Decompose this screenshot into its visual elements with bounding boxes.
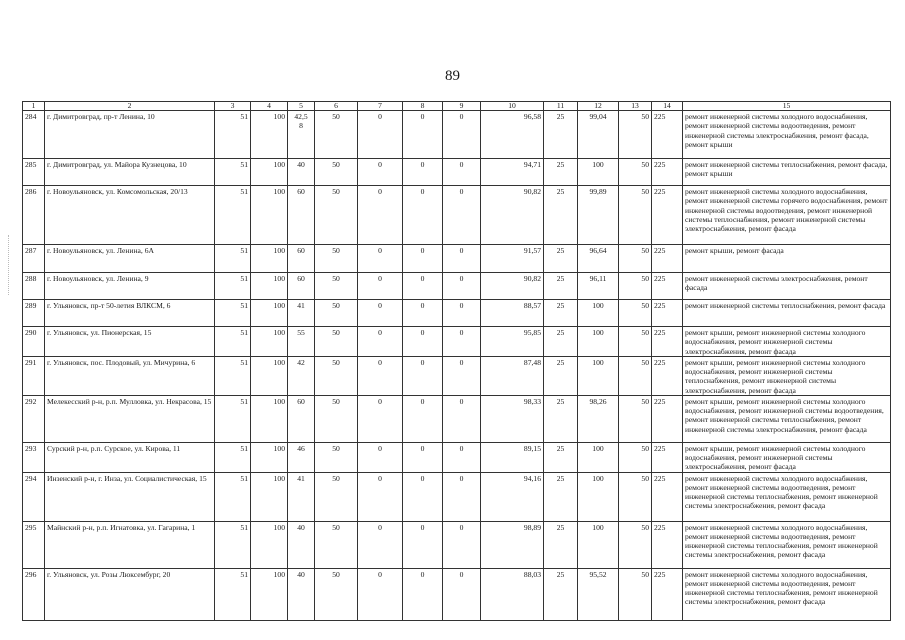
value-cell-7: 0 (358, 245, 403, 273)
value-cell-11: 25 (544, 327, 578, 357)
value-cell-12: 99,89 (578, 186, 619, 245)
address-cell: Сурский р-н, р.п. Сурское, ул. Кирова, 11 (45, 442, 215, 472)
row-number: 292 (23, 395, 45, 442)
address-cell: г. Новоульяновск, ул. Комсомольская, 20/13 (45, 186, 215, 245)
value-cell-6: 50 (315, 273, 358, 300)
row-number: 291 (23, 356, 45, 395)
column-header-15: 15 (683, 102, 891, 111)
value-cell-5: 41 (288, 472, 315, 521)
table-row (23, 159, 891, 186)
value-cell-9: 0 (443, 327, 481, 357)
value-cell-6: 50 (315, 186, 358, 245)
row-number: 289 (23, 300, 45, 327)
address-cell: г. Ульяновск, пос. Плодовый, ул. Мичурина, 6 (45, 356, 215, 395)
works-cell: ремонт крыши, ремонт инженерной системы холодного водоснабжения, ремонт инженерной системы электроснабжения, ремонт фасада (683, 442, 891, 472)
column-header-7: 7 (358, 102, 403, 111)
value-cell-7: 0 (358, 300, 403, 327)
value-cell-5: 40 (288, 521, 315, 568)
value-cell-13: 50 (619, 472, 652, 521)
table-row (23, 356, 891, 395)
page-number: 89 (445, 68, 460, 84)
column-header-5: 5 (288, 102, 315, 111)
value-cell-13: 50 (619, 159, 652, 186)
value-cell-11: 25 (544, 273, 578, 300)
address-cell: Майнский р-н, р.п. Игнатовка, ул. Гагарина, 1 (45, 521, 215, 568)
works-cell: ремонт крыши, ремонт инженерной системы холодного водоснабжения, ремонт инженерной системы электроснабжения, ремонт фасада (683, 327, 891, 357)
value-cell-12: 98,26 (578, 395, 619, 442)
value-cell-8: 0 (403, 273, 443, 300)
value-cell-9: 0 (443, 186, 481, 245)
table-row (23, 245, 891, 273)
row-number: 285 (23, 159, 45, 186)
table-row (23, 472, 891, 521)
value-cell-8: 0 (403, 521, 443, 568)
value-cell-9: 0 (443, 245, 481, 273)
address-cell: г. Димитровград, пр-т Ленина, 10 (45, 111, 215, 159)
value-cell-6: 50 (315, 159, 358, 186)
value-cell-9: 0 (443, 472, 481, 521)
value-cell-3: 51 (215, 472, 251, 521)
row-number: 294 (23, 472, 45, 521)
value-cell-12: 100 (578, 472, 619, 521)
value-cell-10: 90,82 (481, 273, 544, 300)
value-cell-5: 41 (288, 300, 315, 327)
value-cell-3: 51 (215, 300, 251, 327)
value-cell-12: 99,04 (578, 111, 619, 159)
value-cell-4: 100 (251, 273, 288, 300)
value-cell-6: 50 (315, 472, 358, 521)
address-cell: Мелекесский р-н, р.п. Мулловка, ул. Некрасова, 15 (45, 395, 215, 442)
table-row (23, 186, 891, 245)
table-row (23, 300, 891, 327)
address-cell: г. Новоульяновск, ул. Ленина, 9 (45, 273, 215, 300)
value-cell-13: 50 (619, 442, 652, 472)
value-cell-10: 98,89 (481, 521, 544, 568)
value-cell-5: 42 (288, 356, 315, 395)
column-header-3: 3 (215, 102, 251, 111)
value-cell-7: 0 (358, 111, 403, 159)
value-cell-14: 225 (652, 186, 683, 245)
value-cell-9: 0 (443, 111, 481, 159)
value-cell-13: 50 (619, 568, 652, 620)
value-cell-4: 100 (251, 395, 288, 442)
value-cell-4: 100 (251, 327, 288, 357)
value-cell-7: 0 (358, 159, 403, 186)
value-cell-14: 225 (652, 327, 683, 357)
value-cell-13: 50 (619, 245, 652, 273)
margin-mark (8, 235, 11, 295)
value-cell-4: 100 (251, 568, 288, 620)
value-cell-4: 100 (251, 442, 288, 472)
value-cell-13: 50 (619, 327, 652, 357)
row-number: 287 (23, 245, 45, 273)
value-cell-10: 90,82 (481, 186, 544, 245)
value-cell-6: 50 (315, 300, 358, 327)
value-cell-11: 25 (544, 300, 578, 327)
value-cell-13: 50 (619, 300, 652, 327)
address-cell: г. Новоульяновск, ул. Ленина, 6А (45, 245, 215, 273)
value-cell-8: 0 (403, 395, 443, 442)
value-cell-3: 51 (215, 568, 251, 620)
value-cell-14: 225 (652, 472, 683, 521)
value-cell-6: 50 (315, 442, 358, 472)
value-cell-7: 0 (358, 273, 403, 300)
value-cell-5: 46 (288, 442, 315, 472)
address-cell: г. Димитровград, ул. Майора Кузнецова, 10 (45, 159, 215, 186)
value-cell-12: 95,52 (578, 568, 619, 620)
value-cell-11: 25 (544, 521, 578, 568)
value-cell-13: 50 (619, 395, 652, 442)
address-cell: г. Ульяновск, пр-т 50-летия ВЛКСМ, 6 (45, 300, 215, 327)
row-number: 288 (23, 273, 45, 300)
value-cell-7: 0 (358, 327, 403, 357)
value-cell-3: 51 (215, 111, 251, 159)
column-header-4: 4 (251, 102, 288, 111)
value-cell-8: 0 (403, 327, 443, 357)
value-cell-9: 0 (443, 442, 481, 472)
value-cell-3: 51 (215, 442, 251, 472)
column-header-6: 6 (315, 102, 358, 111)
value-cell-13: 50 (619, 521, 652, 568)
value-cell-8: 0 (403, 472, 443, 521)
value-cell-11: 25 (544, 472, 578, 521)
column-header-2: 2 (45, 102, 215, 111)
value-cell-5: 60 (288, 273, 315, 300)
value-cell-14: 225 (652, 111, 683, 159)
value-cell-9: 0 (443, 395, 481, 442)
value-cell-6: 50 (315, 568, 358, 620)
column-header-9: 9 (443, 102, 481, 111)
value-cell-5: 60 (288, 395, 315, 442)
value-cell-12: 100 (578, 356, 619, 395)
value-cell-7: 0 (358, 395, 403, 442)
value-cell-12: 96,64 (578, 245, 619, 273)
value-cell-6: 50 (315, 245, 358, 273)
value-cell-13: 50 (619, 356, 652, 395)
works-cell: ремонт инженерной системы холодного водоснабжения, ремонт инженерной системы водоотведения, ремонт инженерной системы теплоснабжения, ремонт инженерной системы электроснабжения, ремонт фасада (683, 568, 891, 620)
value-cell-8: 0 (403, 356, 443, 395)
row-number: 284 (23, 111, 45, 159)
row-number: 295 (23, 521, 45, 568)
value-cell-11: 25 (544, 442, 578, 472)
value-cell-14: 225 (652, 273, 683, 300)
value-cell-4: 100 (251, 521, 288, 568)
value-cell-10: 87,48 (481, 356, 544, 395)
table-row (23, 568, 891, 620)
value-cell-4: 100 (251, 356, 288, 395)
value-cell-8: 0 (403, 245, 443, 273)
value-cell-9: 0 (443, 521, 481, 568)
value-cell-12: 100 (578, 521, 619, 568)
value-cell-3: 51 (215, 159, 251, 186)
value-cell-8: 0 (403, 111, 443, 159)
value-cell-12: 100 (578, 159, 619, 186)
works-cell: ремонт инженерной системы электроснабжения, ремонт фасада (683, 273, 891, 300)
table-row (23, 395, 891, 442)
value-cell-3: 51 (215, 356, 251, 395)
value-cell-10: 96,58 (481, 111, 544, 159)
value-cell-13: 50 (619, 111, 652, 159)
value-cell-14: 225 (652, 395, 683, 442)
value-cell-9: 0 (443, 356, 481, 395)
value-cell-5: 42,5 8 (288, 111, 315, 159)
value-cell-3: 51 (215, 327, 251, 357)
table-row (23, 521, 891, 568)
value-cell-4: 100 (251, 300, 288, 327)
value-cell-6: 50 (315, 111, 358, 159)
value-cell-5: 60 (288, 186, 315, 245)
value-cell-4: 100 (251, 472, 288, 521)
value-cell-4: 100 (251, 159, 288, 186)
row-number: 290 (23, 327, 45, 357)
value-cell-10: 91,57 (481, 245, 544, 273)
table-row (23, 327, 891, 357)
value-cell-3: 51 (215, 245, 251, 273)
value-cell-13: 50 (619, 273, 652, 300)
works-cell: ремонт инженерной системы холодного водоснабжения, ремонт инженерной системы водоотведения, ремонт инженерной системы теплоснабжения, ремонт инженерной системы электроснабжения, ремонт фасада (683, 521, 891, 568)
table-row (23, 273, 891, 300)
column-header-12: 12 (578, 102, 619, 111)
header-row (23, 102, 891, 111)
value-cell-7: 0 (358, 472, 403, 521)
value-cell-6: 50 (315, 395, 358, 442)
value-cell-10: 88,03 (481, 568, 544, 620)
column-header-11: 11 (544, 102, 578, 111)
value-cell-4: 100 (251, 111, 288, 159)
value-cell-7: 0 (358, 521, 403, 568)
works-cell: ремонт крыши, ремонт инженерной системы холодного водоснабжения, ремонт инженерной системы теплоснабжения, ремонт инженерной системы электроснабжения, ремонт фасада (683, 356, 891, 395)
value-cell-14: 225 (652, 356, 683, 395)
value-cell-14: 225 (652, 521, 683, 568)
value-cell-14: 225 (652, 245, 683, 273)
column-header-10: 10 (481, 102, 544, 111)
value-cell-10: 94,71 (481, 159, 544, 186)
value-cell-10: 89,15 (481, 442, 544, 472)
value-cell-5: 60 (288, 245, 315, 273)
table-row (23, 111, 891, 159)
value-cell-11: 25 (544, 245, 578, 273)
value-cell-3: 51 (215, 273, 251, 300)
document-table (22, 101, 891, 621)
value-cell-3: 51 (215, 395, 251, 442)
value-cell-11: 25 (544, 111, 578, 159)
value-cell-9: 0 (443, 273, 481, 300)
value-cell-8: 0 (403, 300, 443, 327)
works-cell: ремонт инженерной системы холодного водоснабжения, ремонт инженерной системы горячего водоснабжения, ремонт инженерной системы водоотведения, ремонт инженерной системы теплоснабжения, ремонт инженерной системы электроснабжения, ремонт фасада (683, 186, 891, 245)
value-cell-10: 88,57 (481, 300, 544, 327)
value-cell-14: 225 (652, 300, 683, 327)
row-number: 293 (23, 442, 45, 472)
value-cell-7: 0 (358, 356, 403, 395)
column-header-14: 14 (652, 102, 683, 111)
value-cell-11: 25 (544, 159, 578, 186)
value-cell-7: 0 (358, 442, 403, 472)
value-cell-12: 100 (578, 442, 619, 472)
value-cell-5: 55 (288, 327, 315, 357)
works-cell: ремонт крыши, ремонт инженерной системы холодного водоснабжения, ремонт инженерной системы водоотведения, ремонт инженерной системы теплоснабжения, ремонт инженерной системы электроснабжения, ремонт фасада (683, 395, 891, 442)
value-cell-11: 25 (544, 186, 578, 245)
value-cell-10: 95,85 (481, 327, 544, 357)
value-cell-12: 100 (578, 327, 619, 357)
value-cell-3: 51 (215, 521, 251, 568)
value-cell-9: 0 (443, 300, 481, 327)
value-cell-8: 0 (403, 159, 443, 186)
value-cell-11: 25 (544, 356, 578, 395)
value-cell-10: 98,33 (481, 395, 544, 442)
value-cell-4: 100 (251, 245, 288, 273)
table-row (23, 442, 891, 472)
value-cell-6: 50 (315, 521, 358, 568)
value-cell-3: 51 (215, 186, 251, 245)
value-cell-6: 50 (315, 356, 358, 395)
value-cell-14: 225 (652, 159, 683, 186)
value-cell-8: 0 (403, 186, 443, 245)
value-cell-14: 225 (652, 442, 683, 472)
column-header-13: 13 (619, 102, 652, 111)
value-cell-12: 100 (578, 300, 619, 327)
address-cell: г. Ульяновск, ул. Пионерская, 15 (45, 327, 215, 357)
address-cell: Инзенский р-н, г. Инза, ул. Социалистическая, 15 (45, 472, 215, 521)
value-cell-9: 0 (443, 159, 481, 186)
value-cell-11: 25 (544, 395, 578, 442)
works-cell: ремонт инженерной системы теплоснабжения, ремонт фасада (683, 300, 891, 327)
value-cell-7: 0 (358, 568, 403, 620)
column-header-1: 1 (23, 102, 45, 111)
value-cell-12: 96,11 (578, 273, 619, 300)
works-cell: ремонт крыши, ремонт фасада (683, 245, 891, 273)
table-body (23, 111, 891, 621)
column-header-8: 8 (403, 102, 443, 111)
value-cell-11: 25 (544, 568, 578, 620)
value-cell-6: 50 (315, 327, 358, 357)
value-cell-4: 100 (251, 186, 288, 245)
value-cell-5: 40 (288, 159, 315, 186)
works-cell: ремонт инженерной системы теплоснабжения, ремонт фасада, ремонт крыши (683, 159, 891, 186)
works-cell: ремонт инженерной системы холодного водоснабжения, ремонт инженерной системы водоотведения, ремонт инженерной системы теплоснабжения, ремонт инженерной системы электроснабжения, ремонт фасада (683, 472, 891, 521)
value-cell-7: 0 (358, 186, 403, 245)
value-cell-14: 225 (652, 568, 683, 620)
value-cell-13: 50 (619, 186, 652, 245)
value-cell-8: 0 (403, 442, 443, 472)
value-cell-10: 94,16 (481, 472, 544, 521)
works-cell: ремонт инженерной системы холодного водоснабжения, ремонт инженерной системы водоотведения, ремонт инженерной системы электроснабжения, ремонт фасада, ремонт крыши (683, 111, 891, 159)
row-number: 286 (23, 186, 45, 245)
value-cell-5: 40 (288, 568, 315, 620)
value-cell-9: 0 (443, 568, 481, 620)
address-cell: г. Ульяновск, ул. Розы Люксембург, 20 (45, 568, 215, 620)
value-cell-8: 0 (403, 568, 443, 620)
row-number: 296 (23, 568, 45, 620)
